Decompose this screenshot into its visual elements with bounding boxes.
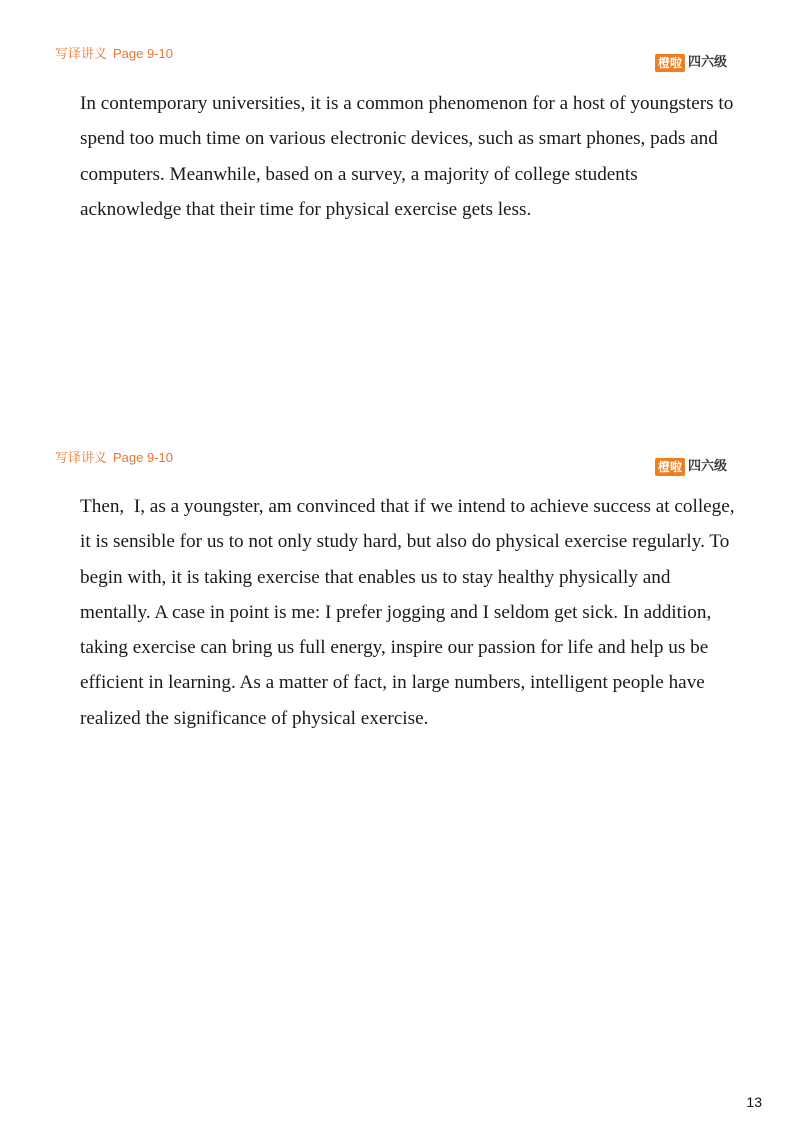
brand-text: 四六级 [688, 459, 728, 474]
header-label: 写译讲义 [55, 451, 108, 466]
brand-badge: 橙啦 [655, 54, 685, 72]
page-number: 13 [746, 1094, 762, 1110]
brand-badge: 橙啦 [655, 458, 685, 476]
brand-logo [655, 458, 727, 476]
body-paragraph: Then, I, as a youngster, am convinced that if we intend to achieve success at college, it is sensible for us to not only study hard, but also do physical exercise regularly. To begin with, it is taking exercise that enables us to stay healthy physically and mentally. A case in point is me: I prefer jogging and I seldom get sick. In addition, taking exercise can bring us full energy, inspire our passion for life and help us be efficient in learning. As a matter of fact, in large numbers, intelligent people have realized the significance of physical exercise. [80, 496, 740, 729]
header-label: 写译讲义 [55, 47, 108, 62]
section-header [55, 447, 173, 466]
page-reference: Page 9-10 [113, 46, 174, 61]
page-reference: Page 9-10 [113, 450, 174, 465]
body-paragraph: In contemporary universities, it is a common phenomenon for a host of youngsters to spend too much time on various electronic devices, such as smart phones, pads and computers. Meanwhile, based on a survey, a majority of college students acknowledge that their time for physical exercise gets less. [80, 93, 734, 220]
brand-text: 四六级 [688, 55, 728, 70]
